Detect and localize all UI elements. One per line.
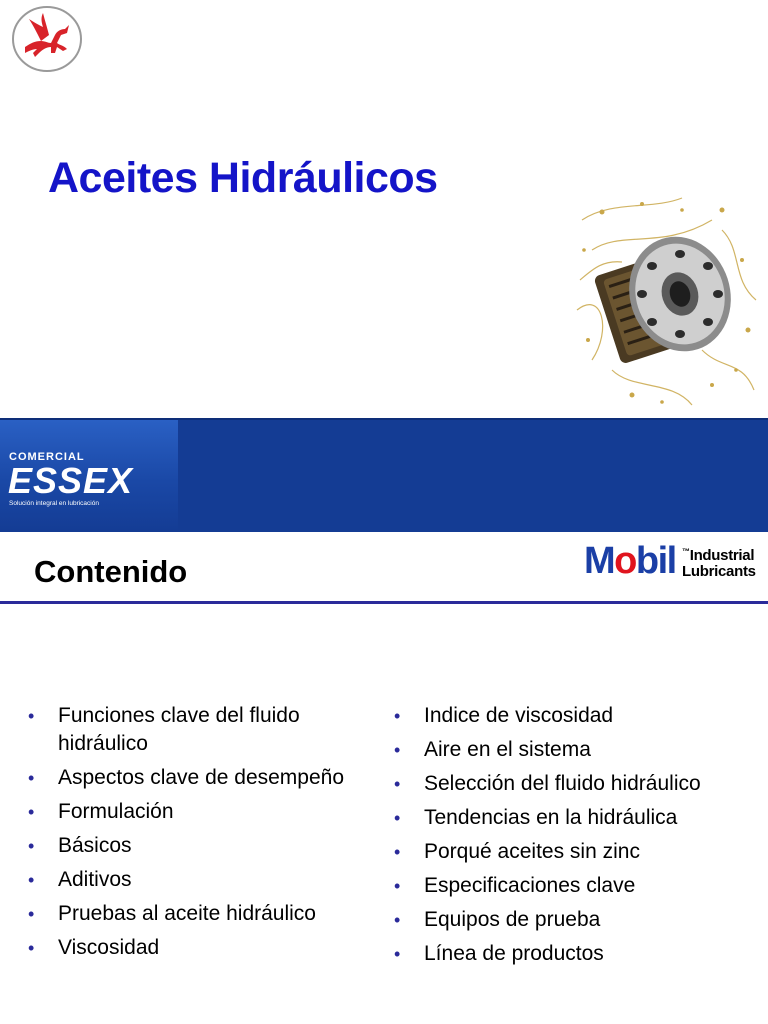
bullet-icon: •: [28, 836, 35, 856]
list-item: [394, 906, 764, 934]
list-item-text: Viscosidad: [58, 936, 160, 959]
list-item-text: Formulación: [58, 800, 174, 823]
list-item: [394, 838, 764, 866]
contents-heading: Contenido: [34, 554, 188, 589]
list-item: [394, 770, 764, 798]
list-item: [28, 866, 380, 894]
essex-logo-name: ESSEX: [8, 460, 134, 501]
list-item-text: Pruebas al aceite hidráulico: [58, 902, 316, 925]
list-item-text: Línea de productos: [424, 942, 604, 965]
bullet-icon: •: [28, 768, 35, 788]
list-item: [394, 736, 764, 764]
list-item: [394, 940, 764, 968]
list-item: [394, 872, 764, 900]
bullet-icon: •: [394, 842, 401, 862]
bullet-icon: •: [394, 910, 401, 930]
list-item-text: Porqué aceites sin zinc: [424, 840, 640, 863]
list-item: [28, 764, 380, 792]
bullet-icon: •: [394, 706, 401, 726]
pegasus-logo-icon: [11, 5, 83, 73]
contents-list-left: [28, 702, 380, 968]
bullet-icon: •: [394, 774, 401, 794]
list-item-text: Básicos: [58, 834, 132, 857]
list-item: [28, 832, 380, 860]
list-item: [28, 900, 380, 928]
list-item-text: Aire en el sistema: [424, 738, 591, 761]
hydraulic-gear-image: [572, 190, 758, 412]
slide-title-heading: Aceites Hidráulicos: [48, 154, 438, 202]
slide-title: [0, 0, 768, 418]
mobil-logo-tm: ™: [682, 547, 690, 556]
list-item-text: Funciones clave del fluido hidráulico: [58, 704, 300, 755]
heading-divider: [0, 601, 768, 604]
list-item-text: Tendencias en la hidráulica: [424, 806, 678, 829]
list-item-text: Aspectos clave de desempeño: [58, 766, 345, 789]
essex-logo-comercial: COMERCIAL: [9, 451, 85, 463]
list-item: [394, 702, 764, 730]
list-item: [394, 804, 764, 832]
mobil-logo-line1: Industrial: [689, 547, 755, 564]
bullet-icon: •: [394, 740, 401, 760]
mobil-logo-line2: Lubricants: [682, 563, 756, 580]
slide-contents: [0, 532, 768, 1024]
mobil-industrial-logo: [584, 542, 768, 580]
bullet-icon: •: [28, 802, 35, 822]
bullet-icon: •: [394, 876, 401, 896]
contents-list-right: [394, 702, 764, 974]
bullet-icon: •: [28, 706, 35, 726]
mobil-logo-word: Mobil: [584, 540, 676, 582]
brand-band: [0, 418, 768, 532]
bullet-icon: •: [28, 904, 35, 924]
essex-logo: [0, 420, 178, 532]
list-item: [28, 798, 380, 826]
list-item-text: Selección del fluido hidráulico: [424, 772, 701, 795]
list-item-text: Indice de viscosidad: [424, 704, 614, 727]
list-item-text: Especificaciones clave: [424, 874, 636, 897]
list-item-text: Equipos de prueba: [424, 908, 601, 931]
bullet-icon: •: [394, 944, 401, 964]
list-item: [28, 702, 380, 758]
list-item: [28, 934, 380, 962]
list-item-text: Aditivos: [58, 868, 132, 891]
bullet-icon: •: [394, 808, 401, 828]
essex-logo-tagline: Solución integral en lubricación: [9, 500, 99, 507]
bullet-icon: •: [28, 870, 35, 890]
mobil-logo-sub: [682, 544, 756, 580]
bullet-icon: •: [28, 938, 35, 958]
